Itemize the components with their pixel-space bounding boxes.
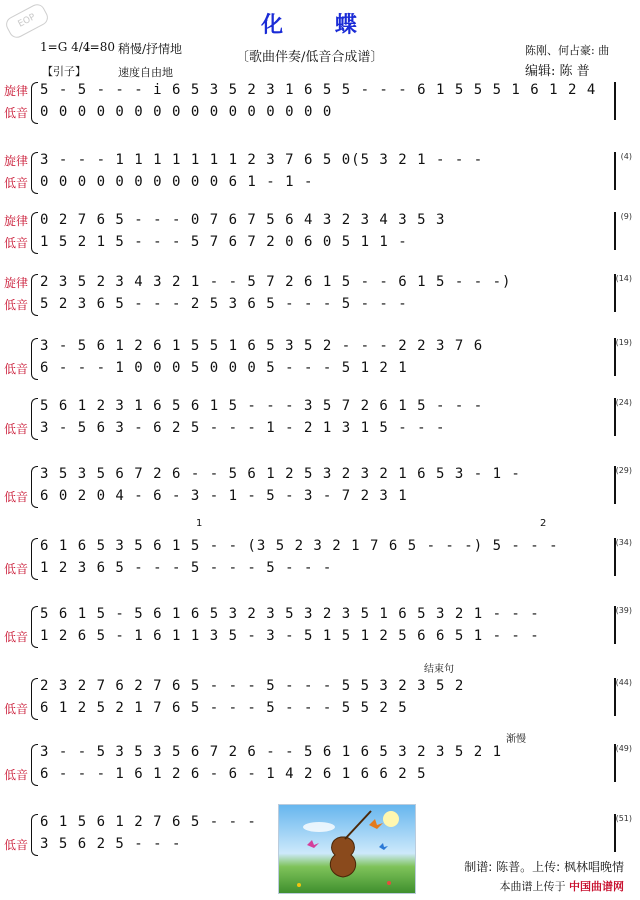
volta-2: 2: [540, 518, 547, 529]
measure-number: (51): [615, 814, 632, 823]
staff-label-melody: 旋律: [4, 154, 29, 168]
subtitle: 〔歌曲伴奏/低音合成谱〕: [236, 50, 384, 65]
melody-notes: 3 - - - 1 1 1 1 1 1 1 2 3 7 6 5 0(5 3 2 1 - - -: [40, 152, 484, 168]
composers: 陈刚、何占豪: 曲: [525, 44, 610, 57]
melody-notes: 3 5 3 5 6 7 2 6 - - 5 6 1 2 5 3 2 3 2 1 6 5 3 - 1 -: [40, 466, 521, 482]
tempo-marking: ♩=80: [84, 40, 115, 54]
bass-notes: 0 0 0 0 0 0 0 0 0 0 0 0 0 0 0 0: [40, 104, 333, 120]
barline: [614, 212, 616, 250]
watermark-stamp: EOP: [3, 1, 50, 40]
bass-notes: 0 0 0 0 0 0 0 0 0 0 6 1 - 1 -: [40, 174, 314, 190]
melody-notes: 6 1 6 5 3 5 6 1 5 - - (3 5 2 3 2 1 7 6 5 - - -) 5 - - -: [40, 538, 559, 554]
score-system: [0, 536, 640, 580]
barline: [614, 606, 616, 644]
score-system: [0, 336, 640, 380]
system-brace: [31, 744, 38, 786]
system-brace: [31, 538, 38, 580]
bass-notes: 5 2 3 6 5 - - - 2 5 3 6 5 - - - 5 - - -: [40, 296, 408, 312]
intro-tempo: 速度自由地: [118, 66, 173, 79]
score-system: [0, 604, 640, 648]
staff-label-bass: 低音: [4, 236, 29, 250]
bass-notes: 1 2 6 5 - 1 6 1 1 3 5 - 3 - 5 1 5 1 2 5 6 6 5 1 - - -: [40, 628, 540, 644]
measure-number: (29): [615, 466, 632, 475]
melody-notes: 5 6 1 2 3 1 6 5 6 1 5 - - - 3 5 7 2 6 1 5 - - -: [40, 398, 484, 414]
intro-label: 【引子】: [42, 65, 86, 78]
staff-label-bass: 低音: [4, 838, 29, 852]
bass-notes: 3 5 6 2 5 - - -: [40, 836, 182, 852]
bass-notes: 6 - - - 1 6 1 2 6 - 6 - 1 4 2 6 1 6 6 2 5: [40, 766, 427, 782]
system-brace: [31, 398, 38, 440]
system-brace: [31, 338, 38, 380]
staff-label-bass: 低音: [4, 298, 29, 312]
barline: [614, 274, 616, 312]
melody-notes: 5 - 5 - - - i 6 5 3 5 2 3 1 6 5 5 - - - 6 1 5 5 5 1 6 1 2 4: [40, 82, 597, 98]
upload-prefix: 本曲谱上传于: [499, 880, 566, 893]
measure-number: (24): [615, 398, 632, 407]
editor: 编辑: 陈 普: [525, 64, 590, 79]
measure-number: (19): [615, 338, 632, 347]
expression-marking: 稍慢/抒情地: [118, 42, 183, 56]
staff-label-bass: 低音: [4, 362, 29, 376]
measure-number: (49): [615, 744, 632, 753]
staff-label-bass: 低音: [4, 106, 29, 120]
melody-notes: 5 6 1 5 - 5 6 1 6 5 3 2 3 5 3 2 3 5 1 6 5 3 2 1 - - -: [40, 606, 540, 622]
score-system: [0, 676, 640, 720]
system-brace: [31, 466, 38, 508]
melody-notes: 2 3 5 2 3 4 3 2 1 - - 5 7 2 6 1 5 - - 6 1 5 - - -): [40, 274, 512, 290]
bass-notes: 6 1 2 5 2 1 7 6 5 - - - 5 - - - 5 5 2 5: [40, 700, 408, 716]
rit-marker: 渐慢: [506, 734, 526, 745]
staff-label-bass: 低音: [4, 768, 29, 782]
barline: [614, 398, 616, 436]
key-signature: 1=G 4/4: [40, 40, 91, 54]
barline: [614, 82, 616, 120]
measure-number: (9): [620, 212, 632, 221]
volta-1: 1: [196, 518, 203, 529]
barline: [614, 152, 616, 190]
score-system: [0, 272, 640, 316]
song-title: 化 蝶: [261, 12, 379, 38]
score-system: [0, 80, 640, 124]
upload-source: [500, 878, 625, 894]
melody-notes: 0 2 7 6 5 - - - 0 7 6 7 5 6 4 3 2 3 4 3 5 3: [40, 212, 446, 228]
staff-label-bass: 低音: [4, 490, 29, 504]
measure-number: (14): [615, 274, 632, 283]
melody-notes: 6 1 5 6 1 2 7 6 5 - - -: [40, 814, 257, 830]
staff-label-bass: 低音: [4, 422, 29, 436]
melody-notes: 2 3 2 7 6 2 7 6 5 - - - 5 - - - 5 5 3 2 3 5 2: [40, 678, 465, 694]
bass-notes: 3 - 5 6 3 - 6 2 5 - - - 1 - 2 1 3 1 5 - - -: [40, 420, 446, 436]
system-brace: [31, 212, 38, 254]
upload-site-link[interactable]: 中国曲谱网: [569, 880, 624, 893]
measure-number: (4): [620, 152, 632, 161]
barline: [614, 814, 616, 852]
score-system: [0, 742, 640, 786]
bass-notes: 1 5 2 1 5 - - - 5 7 6 7 2 0 6 0 5 1 1 -: [40, 234, 408, 250]
score-system: [0, 150, 640, 194]
staff-label-bass: 低音: [4, 702, 29, 716]
credits-transcriber: 制谱: 陈普。上传: 枫林唱晚情: [464, 860, 624, 874]
staff-label-melody: 旋律: [4, 214, 29, 228]
score-system: [0, 396, 640, 440]
system-brace: [31, 814, 38, 856]
butterfly-violin-illustration: [278, 804, 416, 894]
system-brace: [31, 678, 38, 720]
system-brace: [31, 82, 38, 124]
system-brace: [31, 274, 38, 316]
staff-label-bass: 低音: [4, 630, 29, 644]
barline: [614, 338, 616, 376]
score-system: [0, 210, 640, 254]
staff-label-bass: 低音: [4, 562, 29, 576]
score-system: [0, 464, 640, 508]
bass-notes: 6 0 2 0 4 - 6 - 3 - 1 - 5 - 3 - 7 2 3 1: [40, 488, 408, 504]
ending-phrase-marker: 结束句: [424, 664, 454, 675]
staff-label-melody: 旋律: [4, 276, 29, 290]
barline: [614, 744, 616, 782]
barline: [614, 678, 616, 716]
system-brace: [31, 606, 38, 648]
staff-label-melody: 旋律: [4, 84, 29, 98]
system-brace: [31, 152, 38, 194]
barline: [614, 466, 616, 504]
melody-notes: 3 - - 5 3 5 3 5 6 7 2 6 - - 5 6 1 6 5 3 2 3 5 2 1: [40, 744, 503, 760]
staff-label-bass: 低音: [4, 176, 29, 190]
measure-number: (34): [615, 538, 632, 547]
bass-notes: 1 2 3 6 5 - - - 5 - - - 5 - - -: [40, 560, 333, 576]
measure-number: (39): [615, 606, 632, 615]
barline: [614, 538, 616, 576]
melody-notes: 3 - 5 6 1 2 6 1 5 5 1 6 5 3 5 2 - - - 2 2 3 7 6: [40, 338, 484, 354]
bass-notes: 6 - - - 1 0 0 0 5 0 0 0 5 - - - 5 1 2 1: [40, 360, 408, 376]
measure-number: (44): [615, 678, 632, 687]
